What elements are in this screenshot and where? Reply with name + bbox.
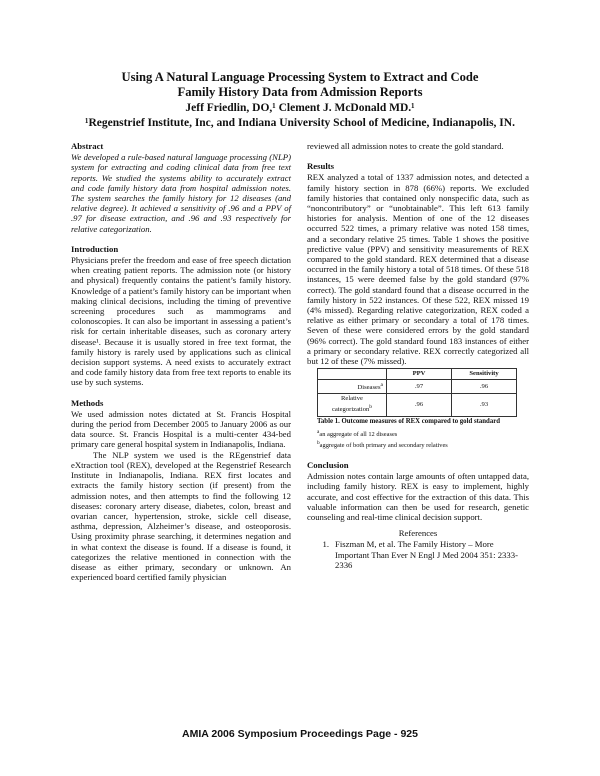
- results-table: [317, 368, 517, 416]
- table-footnote-b: $^b$aggregate of both primary and secondary relatives: [317, 439, 448, 449]
- paper-title: [0, 70, 600, 100]
- affiliation: ¹Regenstrief Institute, Inc, and Indiana University School of Medicine, Indianapolis, IN.: [85, 117, 515, 129]
- conclusion-heading: Conclusion: [307, 459, 349, 470]
- reference-text: Fiszman M, et al. The Family History – More Important Than Ever N Engl J Med 2004 351: 2333-2336: [335, 539, 518, 570]
- title-line-2: Family History Data from Admission Reports: [177, 85, 423, 99]
- table-row: [318, 380, 517, 394]
- introduction-text: Physicians prefer the freedom and ease of free speech dictation when creating patient reports. The admission note (or history and physical) frequently contains the patient’s family history. Knowledge of a patient’s family history can be important when making clinical decisions, including the timing of preventive screening procedures such as mammograms and colonoscopies. It can also be important in assessing a patient’s risk for certain inheritable diseases, such as coronary artery disease¹. Because it is usually stored in free text format, the family history is rarely used by applications such as clinical decision support systems. A need exists to accurately extract and code family history data from free text reports to enable its use by such systems.: [71, 255, 291, 388]
- table-cell-sensitivity: .96: [452, 380, 517, 394]
- table-cell-sensitivity: .93: [452, 394, 517, 416]
- title-line-1: Using A Natural Language Processing System to Extract and Code: [121, 70, 479, 84]
- reference-item: [307, 539, 529, 570]
- table-header-row: [318, 369, 517, 380]
- methods-heading: Methods: [71, 397, 104, 408]
- table-row: [318, 394, 517, 416]
- results-text: REX analyzed a total of 1337 admission notes, and detected a family history section in 878 (66%) reports. We excluded family histories that contained only nonspecific data, such as “noncontributory” or “unobtainable”. This left 613 family histories for analysis. Mention of one of the 12 diseases occurred 522 times, a primary relative was noted 158 times, and a secondary relative 25 times. Table 1 shows the positive predictive value (PPV) and sensitivity measurements of REX compared to the gold standard. REX determined that a disease occurred in the family history a total of 518 times. Of these 518 instances, 15 were deemed false by the gold standard (97% correct). The gold standard found that a disease occurred in the family history in 522 instances. Of these 522, REX missed 19 (4% missed). Regarding relative categorization, REX coded a relative as either primary or secondary a total of 178 times. Seven of these were considered errors by the gold standard (96% correct). The gold standard found 183 instances of either a primary or secondary relative. REX correctly categorized all but 12 of these (7% missed).: [307, 172, 529, 367]
- methods-paragraph-1: We used admission notes dictated at St. Francis Hospital during the period from December 2005 to January 2006 as our data source. St. Francis Hospital is a multi-center 434-bed primary care general hospital system in Indianapolis, Indiana.: [71, 408, 291, 450]
- results-heading: Results: [307, 161, 335, 172]
- conclusion-text: Admission notes contain large amounts of often untapped data, including family history. REX is easy to implement, highly accurate, and cost effective for the extraction of this data. This valuable information can then be used for research, genetic counseling and real-time clinical decision support.: [307, 471, 529, 522]
- authors: Jeff Friedlin, DO,¹ Clement J. McDonald MD.¹: [185, 102, 415, 114]
- right-column: [307, 141, 529, 570]
- table-cell-ppv: .96: [387, 394, 452, 416]
- table-header-sensitivity: Sensitivity: [452, 369, 517, 380]
- table-cell-ppv: .97: [387, 380, 452, 394]
- table-header-blank: [318, 369, 387, 380]
- table-footnote-a: $^a$an aggregate of all 12 diseases: [317, 428, 398, 438]
- introduction-heading: Introduction: [71, 243, 119, 254]
- methods-paragraph-2: The NLP system we used is the REgenstrief data eXtraction tool (REX), developed at the Regenstrief Research Institute in Indianapolis, Indiana. REX first locates and extracts the family history section (if present) from the admission notes, and then attempts to find the following 12 diseases: coronary artery disease, diabetes, colon, breast and ovarian cancer, hypertension, stroke, sickle cell disease, asthma, depression, Alzheimer’s disease, and osteoporosis. Using proximity phrase searching, it determines negation and in what context the disease is found. If a disease is found, it categorizes the relative mentioned in connection with the disease as either primary, secondary or unknown. An experienced board certified family physician: [71, 449, 291, 583]
- table-row-label: Relative categorization$^b$: [318, 394, 387, 416]
- abstract-heading: Abstract: [71, 141, 104, 151]
- left-column: [71, 141, 291, 582]
- page-footer: AMIA 2006 Symposium Proceedings Page - 925: [182, 728, 418, 740]
- references-heading: References: [398, 528, 438, 539]
- reference-number: 1.: [322, 539, 329, 550]
- table-caption: Table 1. Outcome measures of REX compared to gold standard: [317, 417, 501, 425]
- abstract-text: We developed a rule-based natural language processing (NLP) system for extracting and coding clinical data from free text reports. We studied the systems ability to accurately extract and code family history data from hospital admission notes. The system searches the family history for 12 diseases (and relative degree). It achieved a sensitivity of .96 and a PPV of .97 for disease extraction, and .96 and .93 respectively for relative categorization.: [71, 152, 291, 234]
- table-row-label: Diseases$^a$: [318, 380, 387, 394]
- table-header-ppv: PPV: [387, 369, 452, 380]
- methods-paragraph-3: reviewed all admission notes to create the gold standard.: [307, 141, 504, 151]
